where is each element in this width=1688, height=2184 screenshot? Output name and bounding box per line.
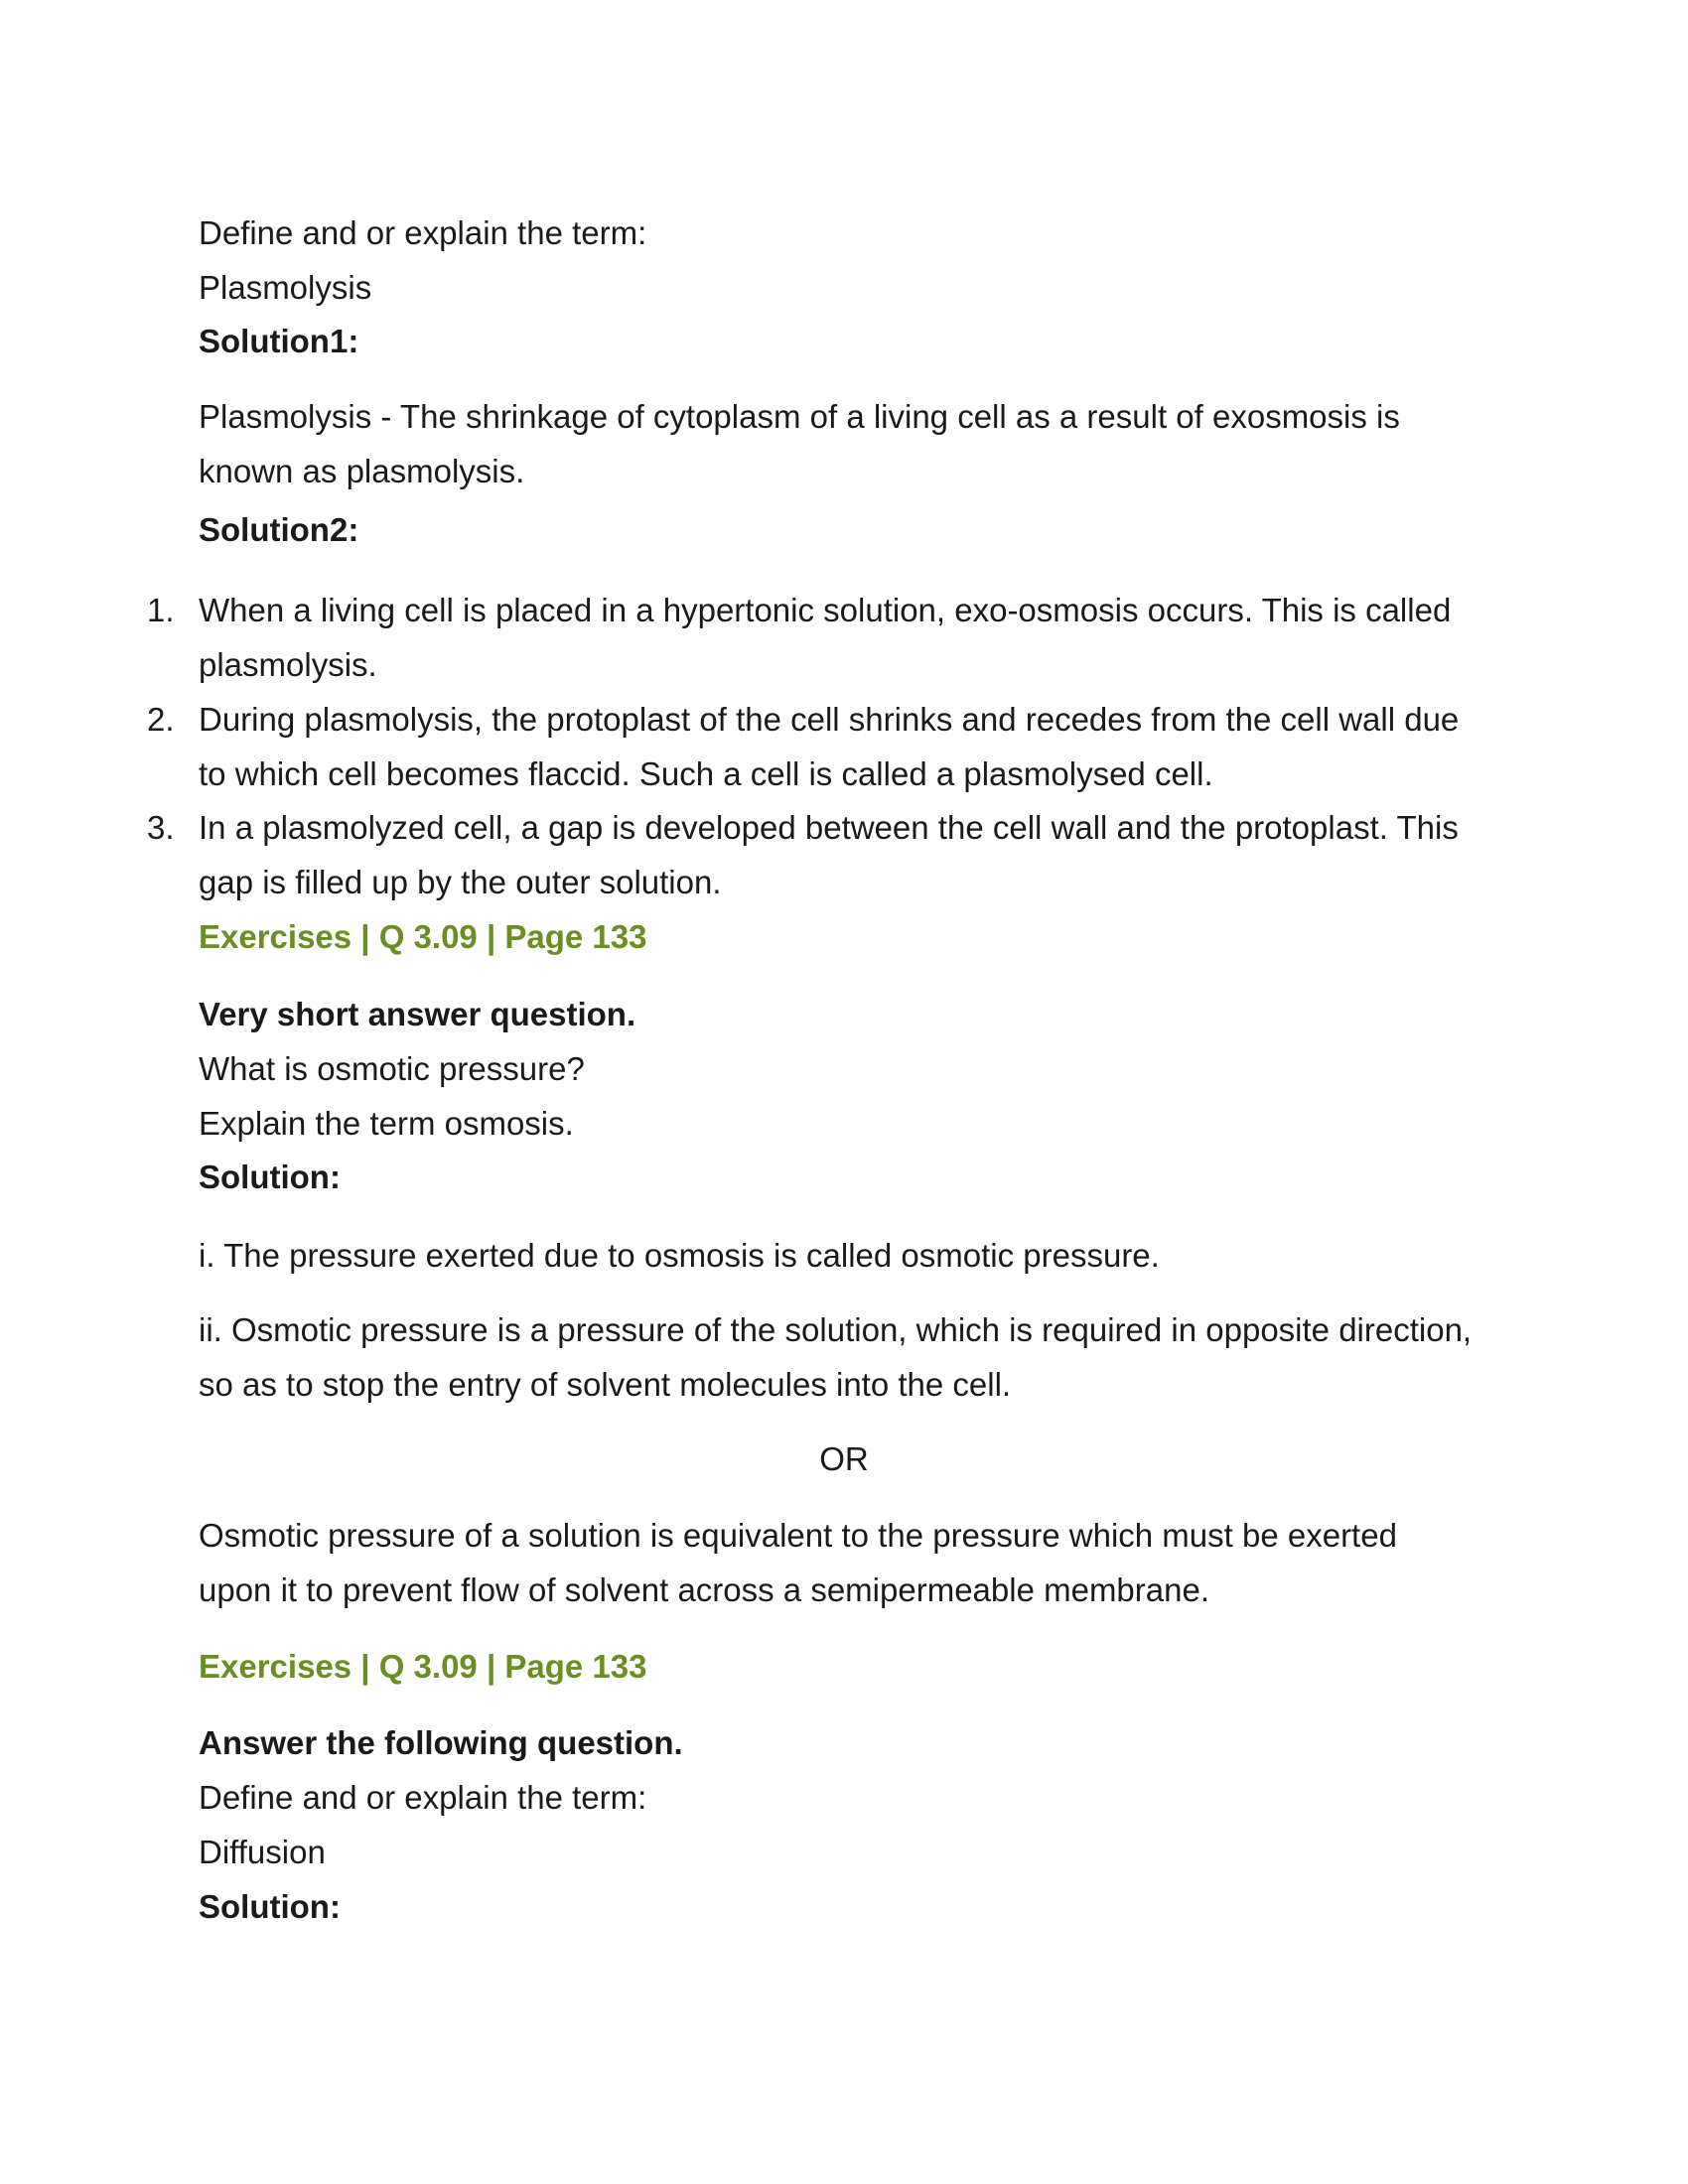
question-term: Plasmolysis	[199, 269, 372, 306]
list-item-number: 3.	[147, 809, 175, 846]
question-text: Explain the term osmosis.	[199, 1105, 574, 1142]
answer-i: i. The pressure exerted due to osmosis is called osmotic pressure.	[199, 1237, 1160, 1274]
solution1-text-line2: known as plasmolysis.	[199, 453, 525, 489]
solution1-text-line1: Plasmolysis - The shrinkage of cytoplasm of a living cell as a result of exosmosis is	[199, 398, 1400, 435]
list-item-number: 2.	[147, 701, 175, 738]
alt-answer-line1: Osmotic pressure of a solution is equivalent to the pressure which must be exerted	[199, 1517, 1397, 1554]
solution-label: Solution1:	[199, 323, 359, 359]
alt-answer-line2: upon it to prevent flow of solvent across a semipermeable membrane.	[199, 1571, 1210, 1608]
list-item-line2: to which cell becomes flaccid. Such a cell is called a plasmolysed cell.	[199, 755, 1213, 792]
list-item-number: 1.	[147, 592, 175, 628]
or-separator: OR	[819, 1440, 869, 1477]
exercise-reference: Exercises | Q 3.09 | Page 133	[199, 918, 647, 955]
question-term: Diffusion	[199, 1834, 326, 1870]
list-item-line1: During plasmolysis, the protoplast of the cell shrinks and recedes from the cell wall due	[199, 701, 1460, 738]
answer-ii-line2: so as to stop the entry of solvent molecules into the cell.	[199, 1366, 1012, 1403]
question-text: What is osmotic pressure?	[199, 1050, 585, 1087]
list-item-line1: In a plasmolyzed cell, a gap is developed between the cell wall and the protoplast. This	[199, 809, 1459, 846]
answer-ii-line1: ii. Osmotic pressure is a pressure of the solution, which is required in opposite direction,	[199, 1311, 1473, 1348]
question-heading: Answer the following question.	[199, 1724, 683, 1761]
list-item-line2: plasmolysis.	[199, 646, 377, 683]
solution-label: Solution2:	[199, 511, 359, 548]
solution-label: Solution:	[199, 1888, 341, 1925]
list-item-line1: When a living cell is placed in a hypertonic solution, exo-osmosis occurs. This is called	[199, 592, 1452, 628]
question-prompt: Define and or explain the term:	[199, 1779, 647, 1816]
list-item-line2: gap is filled up by the outer solution.	[199, 864, 722, 900]
exercise-reference: Exercises | Q 3.09 | Page 133	[199, 1648, 647, 1685]
question-prompt: Define and or explain the term:	[199, 214, 647, 251]
question-heading: Very short answer question.	[199, 996, 636, 1032]
solution-label: Solution:	[199, 1159, 341, 1195]
